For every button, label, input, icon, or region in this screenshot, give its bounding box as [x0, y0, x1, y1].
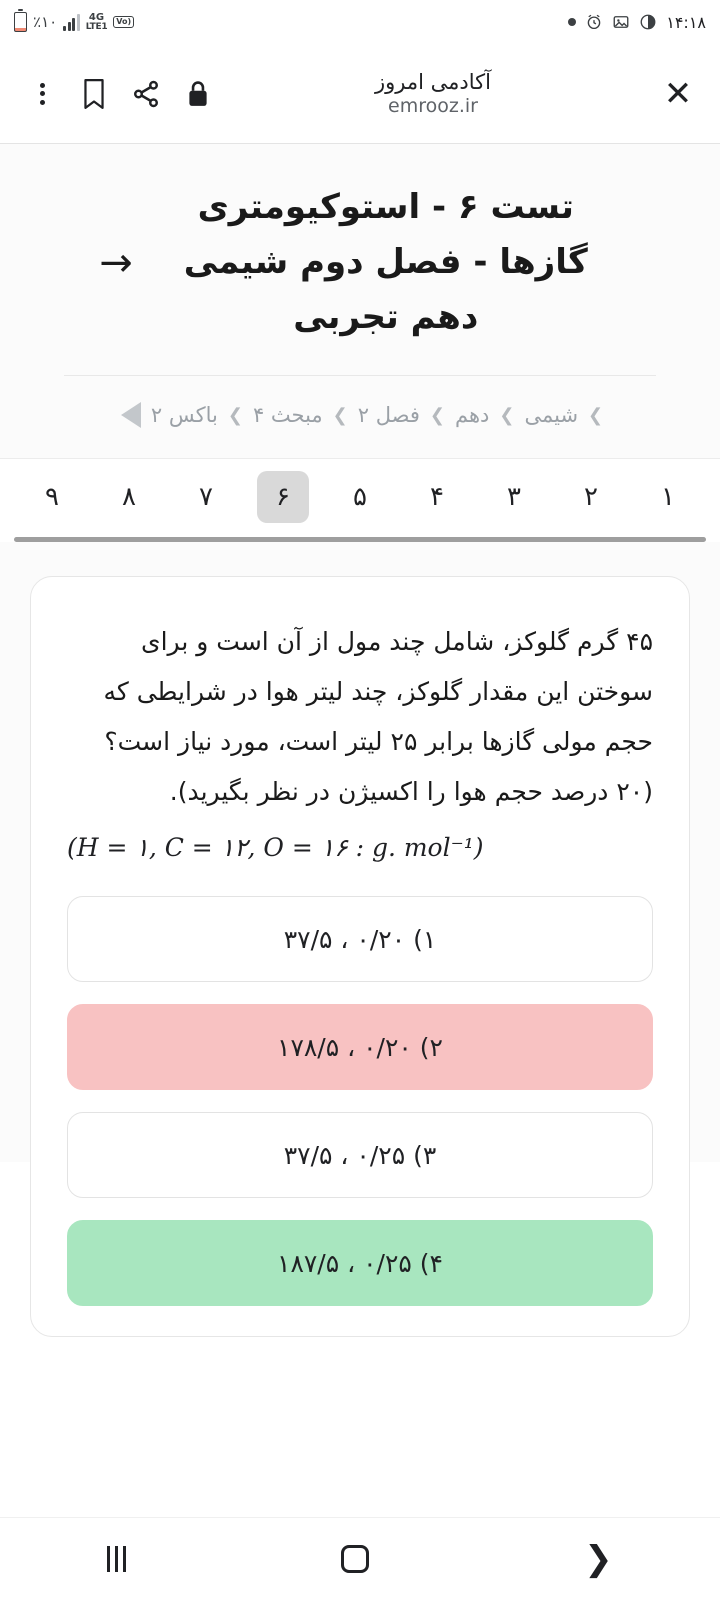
site-title: آکادمی امروز	[375, 69, 491, 94]
hero-section	[0, 144, 720, 458]
page-button-1[interactable]: ۱	[661, 482, 675, 513]
breadcrumb-separator: ❯	[588, 404, 604, 426]
kebab-menu-icon[interactable]	[16, 68, 68, 120]
answer-options	[67, 896, 653, 1306]
page-button-9[interactable]: ۹	[45, 482, 59, 513]
network-sub-text: LTE1	[85, 21, 108, 32]
arrow-right-icon[interactable]: →	[99, 239, 133, 286]
battery-percent: ٪١٠	[33, 13, 58, 31]
status-bar	[0, 0, 720, 44]
breadcrumb-item-4[interactable]: باکس ۲	[150, 403, 218, 428]
volte-icon: Vo)	[113, 16, 134, 28]
page-button-7[interactable]: ۷	[199, 482, 213, 513]
close-icon: ✕	[663, 73, 693, 114]
lock-glyph	[187, 80, 209, 108]
page-title: تست ۶ - استوکیومتری گازها - فصل دوم شیمی دهم تجربی	[183, 187, 588, 338]
recent-apps-icon[interactable]	[107, 1546, 126, 1572]
signal-strength-icon	[63, 13, 80, 31]
breadcrumb-separator: ❯	[227, 404, 243, 426]
image-icon	[612, 13, 630, 31]
pagination-list	[0, 471, 720, 523]
question-area	[0, 542, 720, 1278]
hero-row	[30, 180, 690, 345]
site-info[interactable]	[224, 69, 652, 119]
close-button[interactable]	[652, 68, 704, 120]
do-not-disturb-icon	[639, 13, 657, 31]
page-button-2[interactable]: ۲	[584, 482, 598, 513]
breadcrumb-item-3[interactable]: مبحث ۴	[252, 403, 323, 428]
page-button-6-active[interactable]: ۶	[257, 471, 309, 523]
breadcrumb-separator: ❯	[332, 404, 348, 426]
pagination-bar	[0, 458, 720, 542]
bookmark-icon[interactable]	[68, 68, 120, 120]
status-bar-left	[14, 12, 134, 32]
breadcrumb	[30, 376, 690, 458]
back-icon[interactable]: ❯	[584, 1539, 613, 1579]
breadcrumb-separator: ❯	[429, 404, 445, 426]
page-button-8[interactable]: ۸	[122, 482, 136, 513]
network-type-text: 4G	[88, 11, 105, 23]
home-icon[interactable]	[341, 1545, 369, 1573]
browser-top-bar	[0, 44, 720, 144]
answer-option-4-correct[interactable]: ۴) ۰/۲۵ ، ۱۸۷/۵	[67, 1220, 653, 1306]
share-glyph	[131, 79, 161, 109]
question-formula: (H = ۱, C = ۱۲, O = ۱۶ : g. mol⁻¹)	[67, 833, 484, 863]
share-icon[interactable]	[120, 68, 172, 120]
page-button-5[interactable]: ۵	[353, 482, 367, 513]
alarm-icon	[585, 13, 603, 31]
page-button-4[interactable]: ۴	[430, 482, 444, 513]
page-button-3[interactable]: ۳	[507, 482, 521, 513]
answer-option-2-selected-wrong[interactable]: ۲) ۰/۲۰ ، ۱۷۸/۵	[67, 1004, 653, 1090]
network-type-label	[86, 13, 108, 32]
status-bar-right	[568, 13, 706, 32]
lock-icon[interactable]	[172, 68, 224, 120]
android-nav-bar	[0, 1517, 720, 1600]
breadcrumb-item-1[interactable]: دهم	[454, 403, 490, 428]
battery-icon	[14, 12, 27, 32]
question-text: ۴۵ گرم گلوکز، شامل چند مول از آن است و برای سوختن این مقدار گلوکز، چند لیتر هوا در شرایطی که حجم مولی گازها برابر ۲۵ لیتر است، مورد نیاز است؟ (۲۰ درصد حجم هوا را اکسیژن در نظر بگیرید).	[103, 627, 653, 807]
breadcrumb-item-0[interactable]: شیمی	[524, 403, 579, 428]
answer-option-1[interactable]: ۱) ۰/۲۰ ، ۳۷/۵	[67, 896, 653, 982]
answer-option-3[interactable]: ۳) ۰/۲۵ ، ۳۷/۵	[67, 1112, 653, 1198]
play-triangle-icon	[121, 402, 141, 428]
breadcrumb-item-2[interactable]: فصل ۲	[357, 403, 420, 428]
site-url: emrooz.ir	[388, 94, 478, 117]
page-content	[0, 144, 720, 1278]
dot-icon	[568, 18, 576, 26]
bookmark-glyph	[81, 78, 107, 110]
breadcrumb-separator: ❯	[499, 404, 515, 426]
status-clock: ١۴:١٨	[666, 12, 706, 32]
question-card	[30, 576, 690, 1337]
